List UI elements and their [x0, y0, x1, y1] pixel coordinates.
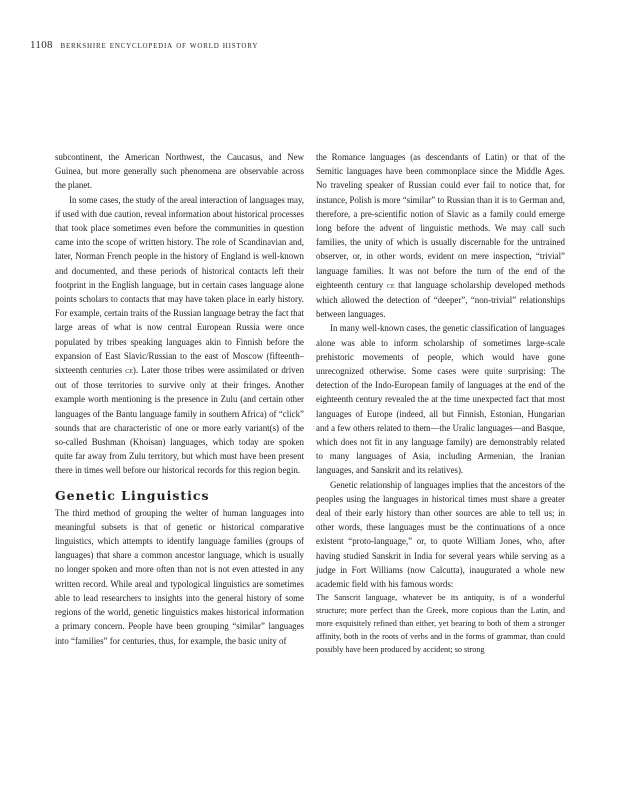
paragraph — [316, 150, 565, 321]
running-head — [30, 39, 258, 51]
section-heading: Genetic Linguistics — [55, 487, 210, 503]
paragraph-text: In some cases, the study of the areal interaction of languages may, if used with due caution, reveal information about historical processes that took place sometimes even before the communities in question came into the scope of written history. The role of Scandinavian and, later, Norman French people in the history of England is well-known and documented, and these periods of historical contacts left their footprint in the English language, but in certain cases language alone points scholars to contacts that may have taken place in early history. For example, certain traits of the Russian language betray the fact that large areas of what is now central European Russia were once populated by tribes speaking languages akin to Finnish before the expansion of East Slavic/Russian to the east of Moscow (fifteenth–sixteenth centuries — [55, 194, 304, 376]
paragraph: In many well-known cases, the genetic classification of languages alone was able to inform scholarship of sometimes large-scale prehistoric movements of people, which would have gone unrecognized otherwise. Some cases were quite surprising: The detection of the Indo-European family of languages at the end of the eighteenth century revealed the at the time unexpected fact that most languages of Europe (indeed, all but Finnish, Estonian, Hungarian and a few others related to them—the Uralic languages—and Basque, which does not fit in any language family) are demonstrably related to many languages of Asia, including Armenian, the Iranian languages, and Sanskrit and its relatives). — [316, 323, 565, 476]
paragraph-text: ). Later those tribes were assimilated or driven out of those territories to survive only at their fringes. Another example worth mentioning is the presence in Zulu (and certain other languages of the Bantu language family in southern Africa) of “click” sounds that are characteristic of one or more early variant(s) of the so-called Bushman (Khoisan) languages, which today are spoken quite far away from Zulu territory, but which must have been present there in times well before our historical records for this region begin. — [55, 365, 305, 476]
paragraph — [55, 193, 304, 478]
era-abbreviation: ce — [386, 280, 395, 290]
right-column — [316, 150, 565, 656]
paragraph: The third method of grouping the welter of human languages into meaningful subsets is that of genetic or historical comparative linguistics, which attempts to identify language families (groups of languages) that share a common ancestor language, which is usually no longer spoken and more often than not is not even attested in any written record. While areal and typological linguistics are sometimes able to lead researchers to insights into the general history of some regions of the world, genetic linguistics makes historical information a primary concern. People have been grouping “similar” languages into “families” for centuries, thus, for example, the basic unity of — [55, 507, 304, 646]
page-number: 1108 — [30, 39, 53, 51]
paragraph: subcontinent, the American Northwest, the Caucasus, and New Guinea, but more generally such phenomena are observable across the planet. — [55, 152, 304, 191]
left-column — [55, 150, 304, 648]
paragraph-text: the Romance languages (as descendants of Latin) or that of the Semitic languages have been commonplace since the Middle Ages. No traveling speaker of Russian could ever fail to notice that, for instance, Polish is more “similar” to Russian than it is to German and, therefore, a pre-scientific notion of Slavic as a family could emerge long before the advent of linguistic methods. We may call such families, the unity of which is usually discernable for the untrained observer, or, in other words, evident on mere inspection, “trivial” language families. It was not before the turn of the end of the eighteenth century — [316, 152, 565, 290]
block-quote: The Sanscrit language, whatever be its antiquity, is of a wonderful structure; more perfect than the Greek, more copious than the Latin, and more exquisitely refined than either, yet bearing to both of them a stronger affinity, both in the roots of verbs and in the forms of grammar, than could possibly have been produced by accident; so strong — [316, 593, 565, 655]
paragraph-text: that language scholarship developed methods which allowed the detection of “deeper”, “non-trivial” relationships between languages. — [316, 279, 566, 320]
era-abbreviation: ce — [125, 366, 133, 376]
paragraph: Genetic relationship of languages implies that the ancestors of the peoples using the languages in historical times must share a greater deal of their early history than other sources are able to tell us; in other words, these languages must be the continuations of a once existent “proto-language,” or, to quote William Jones, who, after having studied Sanskrit in India for several years while serving as a judge in Fort Williams (now Calcutta), inaugurated a whole new academic field with his famous words: — [316, 479, 565, 590]
publication-title: berkshire encyclopedia of world history — [60, 41, 259, 51]
